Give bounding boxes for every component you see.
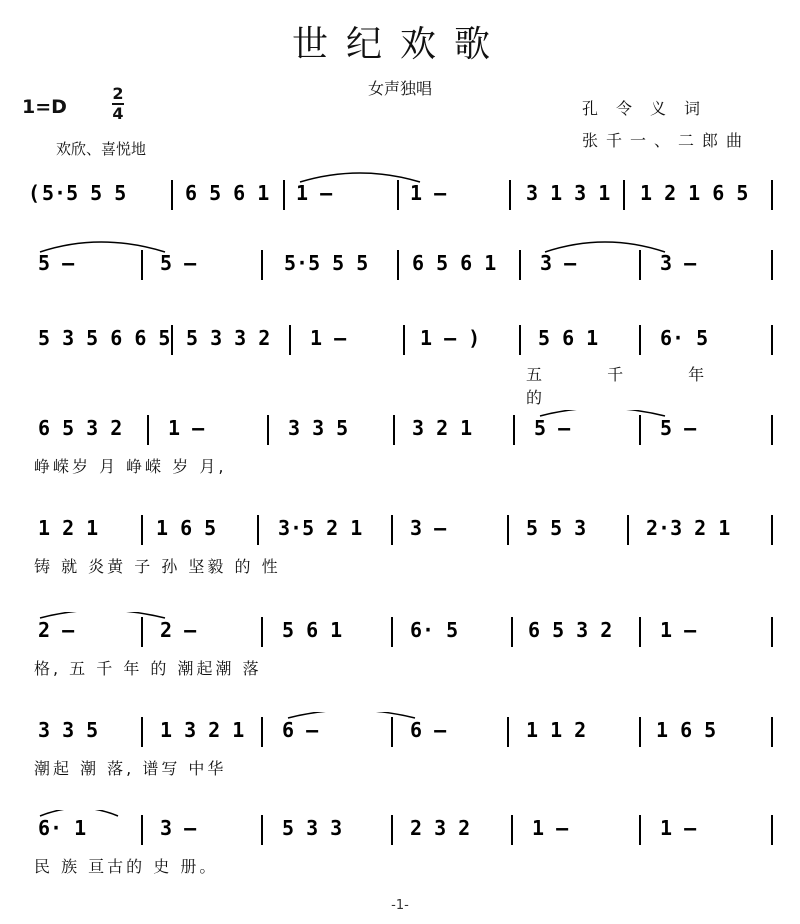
svg-text:2 –: 2 –: [38, 618, 75, 642]
svg-text:5 6 1: 5 6 1: [538, 326, 599, 350]
svg-text:3·5 2 1: 3·5 2 1: [278, 516, 363, 540]
lyrics-line-6: 格, 五 千 年 的 潮起潮 落: [34, 659, 262, 678]
score-line-7: [0, 712, 800, 782]
lyricist-credit: 孔令义词: [582, 99, 719, 118]
score-line-2: [0, 240, 800, 310]
lyrics-line-5: 铸 就 炎黄 子 孙 坚毅 的 性: [34, 557, 281, 576]
svg-text:1 –: 1 –: [168, 416, 205, 440]
svg-text:5 –: 5 –: [38, 251, 75, 275]
svg-text:5 3 3 2: 5 3 3 2: [186, 326, 271, 350]
svg-text:5 5 3: 5 5 3: [526, 516, 587, 540]
lyrics-line-8: 民 族 亘古的 史 册。: [34, 857, 219, 876]
lyrics-line-3: 五 千 年 的: [526, 365, 735, 407]
svg-text:6· 5: 6· 5: [660, 326, 709, 350]
lyrics-line-7: 潮起 潮 落, 谱写 中华: [34, 759, 227, 778]
svg-text:1 6 5: 1 6 5: [656, 718, 717, 742]
svg-text:(: (: [28, 181, 41, 205]
svg-text:3 1 3 1: 3 1 3 1: [526, 181, 611, 205]
svg-text:5·5 5 5: 5·5 5 5: [284, 251, 369, 275]
svg-text:1 –: 1 –: [532, 816, 569, 840]
svg-text:6· 5: 6· 5: [410, 618, 459, 642]
svg-text:5 –: 5 –: [660, 416, 697, 440]
svg-text:1 –: 1 –: [296, 181, 333, 205]
svg-text:1 1 2: 1 1 2: [526, 718, 587, 742]
score-line-5: [0, 510, 800, 580]
svg-text:2·3 2 1: 2·3 2 1: [646, 516, 731, 540]
score-line-6: [0, 612, 800, 682]
svg-text:3 3 5: 3 3 5: [288, 416, 349, 440]
composer-credit: 张千一、二郎曲: [582, 131, 751, 150]
svg-text:1 –: 1 –: [660, 618, 697, 642]
svg-text:1 –: 1 –: [660, 816, 697, 840]
svg-text:1 –: 1 –: [410, 181, 447, 205]
svg-text:3 –: 3 –: [160, 816, 197, 840]
svg-text:1 2 1: 1 2 1: [38, 516, 99, 540]
score-line-4: [0, 410, 800, 480]
svg-text:5·5 5 5: 5·5 5 5: [42, 181, 127, 205]
svg-text:6 5 6 1: 6 5 6 1: [412, 251, 497, 275]
time-signature: [112, 86, 124, 122]
svg-text:1 2 1 6 5: 1 2 1 6 5: [640, 181, 749, 205]
svg-text:2 3 2: 2 3 2: [410, 816, 471, 840]
svg-text:6 –: 6 –: [282, 718, 319, 742]
meter-top: 2: [112, 84, 124, 103]
svg-text:3 –: 3 –: [540, 251, 577, 275]
tempo-marking: 欢欣、喜悦地: [56, 140, 147, 158]
notation-line-1: [0, 170, 800, 230]
svg-text:5 3 5 6 6 5: 5 3 5 6 6 5: [38, 326, 171, 350]
svg-text:3 3 5: 3 3 5: [38, 718, 99, 742]
score-line-1: [0, 170, 800, 240]
svg-text:3 2 1: 3 2 1: [412, 416, 473, 440]
svg-text:6 5 3 2: 6 5 3 2: [38, 416, 123, 440]
svg-text:6· 1: 6· 1: [38, 816, 87, 840]
score-line-3: [0, 320, 800, 407]
svg-text:1 3 2 1: 1 3 2 1: [160, 718, 245, 742]
svg-text:6 5 3 2: 6 5 3 2: [528, 618, 613, 642]
meter-bottom: 4: [112, 104, 124, 123]
key-signature: 1=D: [22, 96, 67, 118]
svg-text:2 –: 2 –: [160, 618, 197, 642]
svg-text:5 6 1: 5 6 1: [282, 618, 343, 642]
svg-text:5 3 3: 5 3 3: [282, 816, 343, 840]
svg-text:6 5 6 1: 6 5 6 1: [185, 181, 270, 205]
svg-text:6 –: 6 –: [410, 718, 447, 742]
performance-type: 女声独唱: [367, 79, 432, 98]
svg-text:5 –: 5 –: [534, 416, 571, 440]
notation-line-2: [0, 240, 800, 300]
svg-text:1 6 5: 1 6 5: [156, 516, 217, 540]
score-line-8: [0, 810, 800, 880]
page-number: -1-: [391, 898, 409, 913]
song-title: 世纪欢歌: [291, 24, 508, 65]
svg-text:1 – ): 1 – ): [420, 326, 481, 350]
svg-text:1 –: 1 –: [310, 326, 347, 350]
lyrics-line-4: 峥嵘岁 月 峥嵘 岁 月,: [34, 457, 227, 476]
svg-text:3 –: 3 –: [410, 516, 447, 540]
svg-text:3 –: 3 –: [660, 251, 697, 275]
svg-text:5 –: 5 –: [160, 251, 197, 275]
